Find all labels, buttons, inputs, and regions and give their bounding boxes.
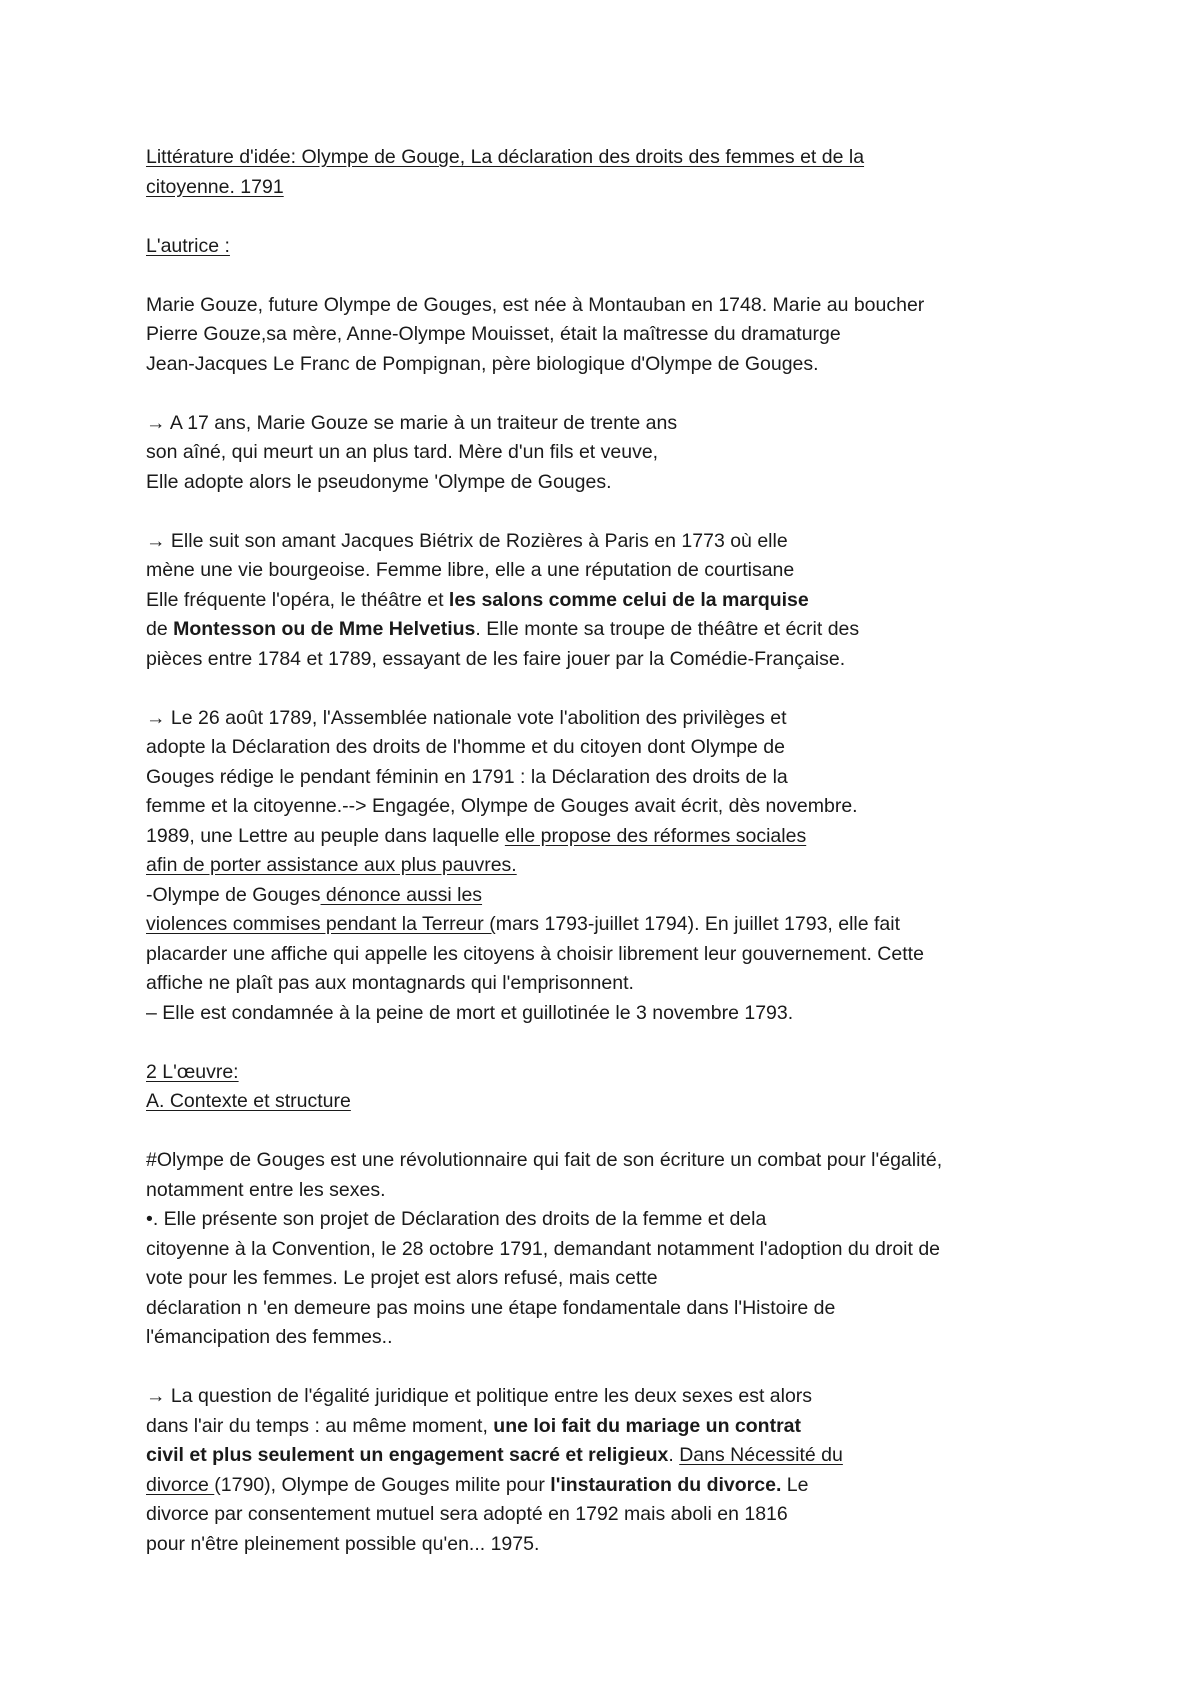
- paragraph-line: affiche ne plaît pas aux montagnards qui l'emprisonnent.: [146, 972, 634, 994]
- paragraph-line: → Elle suit son amant Jacques Biétrix de Rozières à Paris en 1773 où elle: [146, 529, 788, 552]
- paragraph-line: → Le 26 août 1789, l'Assemblée nationale vote l'abolition des privilèges et: [146, 706, 787, 729]
- underlined-phrase: violences commises pendant la Terreur (: [146, 913, 496, 935]
- bold-phrase: Montesson ou de Mme Helvetius: [173, 618, 476, 640]
- paragraph-line: divorce par consentement mutuel sera adopté en 1792 mais aboli en 1816: [146, 1503, 788, 1525]
- paragraph-line: dans l'air du temps : au même moment, une loi fait du mariage un contrat: [146, 1414, 801, 1437]
- bio-line: Pierre Gouze,sa mère, Anne-Olympe Mouisset, était la maîtresse du dramaturge: [146, 323, 841, 345]
- paragraph-line: – Elle est condamnée à la peine de mort et guillotinée le 3 novembre 1793.: [146, 1001, 794, 1024]
- paragraph-line: l'émancipation des femmes..: [146, 1326, 393, 1348]
- paragraph-line: Gouges rédige le pendant féminin en 1791 : la Déclaration des droits de la: [146, 765, 788, 788]
- document-title-line-2: citoyenne. 1791: [146, 175, 284, 198]
- paragraph-line: civil et plus seulement un engagement sacré et religieux. Dans Nécessité du: [146, 1444, 843, 1466]
- paragraph-line: #Olympe de Gouges est une révolutionnaire qui fait de son écriture un combat pour l'égalité,: [146, 1149, 943, 1171]
- underlined-phrase: divorce: [146, 1473, 215, 1496]
- paragraph-line: -Olympe de Gouges dénonce aussi les: [146, 883, 483, 906]
- autrice-heading: L'autrice :: [146, 234, 230, 257]
- paragraph-line: adopte la Déclaration des droits de l'homme et du citoyen dont Olympe de: [146, 736, 785, 758]
- paragraph-line: divorce (1790), Olympe de Gouges milite pour l'instauration du divorce. Le: [146, 1473, 809, 1496]
- paragraph-line: son aîné, qui meurt un an plus tard. Mère d'un fils et veuve,: [146, 441, 659, 463]
- paragraph-line: violences commises pendant la Terreur (mars 1793-juillet 1794). En juillet 1793, elle fait: [146, 913, 901, 935]
- underlined-phrase: afin de porter assistance aux plus pauvres.: [146, 854, 517, 876]
- bio-line: Jean-Jacques Le Franc de Pompignan, père biologique d'Olympe de Gouges.: [146, 352, 819, 375]
- paragraph-line: placarder une affiche qui appelle les citoyens à choisir librement leur gouvernement. Cette: [146, 942, 924, 965]
- oeuvre-heading: 2 L'œuvre:: [146, 1060, 239, 1083]
- paragraph-line: de Montesson ou de Mme Helvetius. Elle monte sa troupe de théâtre et écrit des: [146, 618, 860, 640]
- paragraph-line: pièces entre 1784 et 1789, essayant de les faire jouer par la Comédie-Française.: [146, 647, 846, 670]
- paragraph-line: pour n'être pleinement possible qu'en... 1975.: [146, 1532, 540, 1555]
- bold-phrase: une loi fait du mariage un contrat: [493, 1414, 801, 1437]
- document-body: [146, 143, 1086, 1559]
- paragraph-line: → A 17 ans, Marie Gouze se marie à un traiteur de trente ans: [146, 411, 678, 434]
- underlined-phrase: Dans Nécessité du: [679, 1444, 843, 1466]
- paragraph-line: [146, 851, 1086, 881]
- document-title-line-1: Littérature d'idée: Olympe de Gouge, La déclaration des droits des femmes et de la: [146, 146, 865, 168]
- paragraph-line: déclaration n 'en demeure pas moins une étape fondamentale dans l'Histoire de: [146, 1296, 836, 1319]
- underlined-phrase: elle propose des réformes sociales: [504, 824, 807, 847]
- underlined-phrase: dénonce aussi les: [320, 883, 483, 906]
- paragraph-line: notamment entre les sexes.: [146, 1178, 386, 1201]
- paragraph-line: Elle adopte alors le pseudonyme 'Olympe de Gouges.: [146, 470, 612, 493]
- paragraph-line: vote pour les femmes. Le projet est alors refusé, mais cette: [146, 1267, 658, 1289]
- paragraph-line: citoyenne à la Convention, le 28 octobre 1791, demandant notamment l'adoption du droit de: [146, 1237, 941, 1260]
- bold-phrase: l'instauration du divorce.: [550, 1473, 782, 1496]
- paragraph-line: 1989, une Lettre au peuple dans laquelle elle propose des réformes sociales: [146, 824, 807, 847]
- bold-phrase: civil et plus seulement un engagement sacré et religieux: [146, 1444, 669, 1466]
- paragraph-line: femme et la citoyenne.--> Engagée, Olympe de Gouges avait écrit, dès novembre.: [146, 795, 858, 817]
- bio-line: Marie Gouze, future Olympe de Gouges, est née à Montauban en 1748. Marie au boucher: [146, 293, 925, 316]
- paragraph-line: Elle fréquente l'opéra, le théâtre et les salons comme celui de la marquise: [146, 588, 809, 611]
- bold-phrase: les salons comme celui de la marquise: [448, 588, 809, 611]
- oeuvre-subheading: A. Contexte et structure: [146, 1090, 351, 1112]
- paragraph-line: → La question de l'égalité juridique et politique entre les deux sexes est alors: [146, 1385, 813, 1407]
- paragraph-line: mène une vie bourgeoise. Femme libre, elle a une réputation de courtisane: [146, 559, 795, 581]
- paragraph-line: •. Elle présente son projet de Déclaration des droits de la femme et dela: [146, 1208, 767, 1230]
